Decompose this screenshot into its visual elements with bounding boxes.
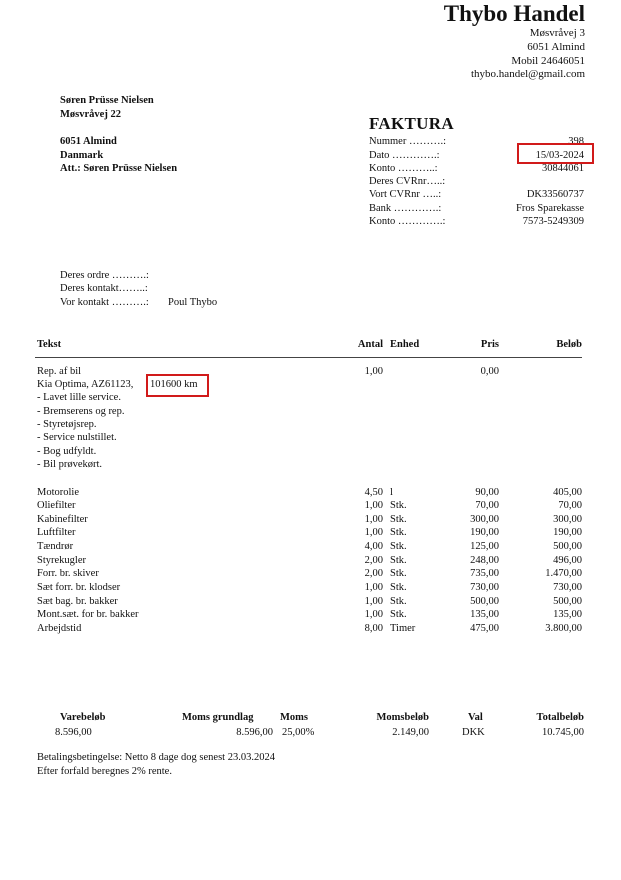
item-pris: 90,00 [475, 487, 499, 498]
col-header-antal: Antal [357, 339, 383, 350]
repair-note: - Bil prøvekørt. [37, 459, 103, 470]
item-belob: 730,00 [553, 582, 582, 593]
totals-val-value: DKK [462, 727, 485, 738]
company-street: Møsvråvej 3 [529, 27, 585, 39]
bank-value: Fros Sparekasse [516, 203, 584, 214]
invoice-number-label: Nummer ……….: [369, 136, 446, 147]
our-contact-value: Poul Thybo [168, 297, 218, 308]
totals-momsbelob-label: Momsbeløb [376, 712, 429, 723]
item-antal: 1,00 [364, 500, 383, 511]
item-pris: 248,00 [470, 555, 499, 566]
item-text: Mont.sæt. for br. bakker [37, 609, 139, 620]
your-contact-label: Deres kontakt……..: [60, 283, 148, 294]
item-antal: 4,50 [364, 487, 383, 498]
item-belob: 405,00 [553, 487, 582, 498]
item-antal: 1,00 [364, 596, 383, 607]
item-pris: 190,00 [470, 527, 499, 538]
col-header-belob: Beløb [556, 339, 582, 350]
mileage-highlight-box [146, 374, 209, 397]
invoice-date-value: 15/03-2024 [535, 150, 584, 161]
item-antal: 2,00 [364, 555, 383, 566]
item-enhed: l [390, 487, 393, 498]
customer-city: 6051 Almind [60, 136, 117, 147]
repair-note: - Service nulstillet. [37, 432, 117, 443]
item-text: Sæt bag. br. bakker [37, 596, 118, 607]
repair-vehicle: Kia Optima, AZ61123, [37, 379, 134, 390]
item-enhed: Stk. [390, 582, 407, 593]
payment-terms: Betalingsbetingelse: Netto 8 dage dog senest 23.03.2024 [37, 752, 275, 763]
totals-moms-value: 25,00% [282, 727, 315, 738]
bank-account-label: Konto ………….: [369, 216, 446, 227]
our-contact-label: Vor kontakt ……….: [60, 297, 149, 308]
item-pris: 735,00 [470, 568, 499, 579]
invoice-account-label: Konto ………..: [369, 163, 438, 174]
item-text: Luftfilter [37, 527, 76, 538]
customer-cvr-label: Deres CVRnr…..: [369, 176, 446, 187]
company-email: thybo.handel@gmail.com [471, 68, 585, 80]
item-text: Motorolie [37, 487, 79, 498]
repair-note: - Lavet lille service. [37, 392, 121, 403]
customer-country: Danmark [60, 150, 104, 161]
repair-antal: 1,00 [364, 366, 383, 377]
item-belob: 300,00 [553, 514, 582, 525]
item-enhed: Stk. [390, 555, 407, 566]
customer-street: Møsvråvej 22 [60, 109, 121, 120]
item-text: Styrekugler [37, 555, 86, 566]
repair-pris: 0,00 [480, 366, 499, 377]
item-enhed: Stk. [390, 596, 407, 607]
item-belob: 70,00 [558, 500, 582, 511]
your-order-label: Deres ordre ……….: [60, 270, 149, 281]
item-text: Forr. br. skiver [37, 568, 99, 579]
item-pris: 730,00 [470, 582, 499, 593]
repair-title: Rep. af bil [37, 366, 82, 377]
totals-moms-grundlag-value: 8.596,00 [236, 727, 273, 738]
item-pris: 300,00 [470, 514, 499, 525]
item-antal: 2,00 [364, 568, 383, 579]
bank-label: Bank ………….: [369, 203, 442, 214]
item-enhed: Timer [390, 623, 416, 634]
totals-val-label: Val [468, 712, 483, 723]
invoice-title: FAKTURA [369, 114, 454, 133]
table-header-divider [35, 357, 582, 358]
totals-totalbelob-label: Totalbeløb [536, 712, 584, 723]
repair-note: - Bog udfyldt. [37, 446, 97, 457]
col-header-enhed: Enhed [390, 339, 420, 350]
company-name: Thybo Handel [443, 1, 585, 26]
totals-varebelob-label: Varebeløb [60, 712, 106, 723]
item-enhed: Stk. [390, 527, 407, 538]
company-phone: Mobil 24646051 [511, 55, 585, 67]
invoice-account-value: 30844061 [542, 163, 584, 174]
customer-att: Att.: Søren Prüsse Nielsen [60, 163, 178, 174]
bank-account-value: 7573-5249309 [522, 216, 584, 227]
customer-name: Søren Prüsse Nielsen [60, 95, 154, 106]
totals-moms-grundlag-label: Moms grundlag [182, 712, 254, 723]
item-pris: 500,00 [470, 596, 499, 607]
our-cvr-value: DK33560737 [526, 189, 584, 200]
item-pris: 135,00 [470, 609, 499, 620]
item-pris: 475,00 [470, 623, 499, 634]
repair-note: - Styretøjsrep. [37, 419, 97, 430]
repair-mileage: 101600 km [150, 379, 198, 390]
item-text: Tændrør [37, 541, 74, 552]
item-enhed: Stk. [390, 541, 407, 552]
item-belob: 3.800,00 [545, 623, 582, 634]
totals-momsbelob-value: 2.149,00 [392, 727, 429, 738]
totals-varebelob-value: 8.596,00 [55, 727, 92, 738]
item-belob: 190,00 [553, 527, 582, 538]
item-belob: 135,00 [553, 609, 582, 620]
item-antal: 1,00 [364, 609, 383, 620]
item-enhed: Stk. [390, 514, 407, 525]
late-interest-note: Efter forfald beregnes 2% rente. [37, 766, 172, 777]
invoice-date-label: Dato ………….: [369, 150, 440, 161]
item-enhed: Stk. [390, 568, 407, 579]
item-text: Kabinefilter [37, 514, 88, 525]
item-belob: 496,00 [553, 555, 582, 566]
item-antal: 1,00 [364, 527, 383, 538]
totals-totalbelob-value: 10.745,00 [542, 727, 584, 738]
item-antal: 8,00 [364, 623, 383, 634]
col-header-pris: Pris [480, 339, 499, 350]
totals-moms-label: Moms [280, 712, 308, 723]
invoice-number-value: 398 [568, 136, 584, 147]
our-cvr-label: Vort CVRnr …..: [369, 189, 442, 200]
item-belob: 1.470,00 [545, 568, 582, 579]
repair-note: - Bremserens og rep. [37, 406, 125, 417]
item-enhed: Stk. [390, 609, 407, 620]
item-enhed: Stk. [390, 500, 407, 511]
item-pris: 125,00 [470, 541, 499, 552]
item-antal: 1,00 [364, 514, 383, 525]
item-text: Oliefilter [37, 500, 76, 511]
item-text: Sæt forr. br. klodser [37, 582, 121, 593]
item-belob: 500,00 [553, 541, 582, 552]
col-header-text: Tekst [37, 339, 62, 350]
item-antal: 4,00 [364, 541, 383, 552]
item-antal: 1,00 [364, 582, 383, 593]
date-highlight-box [517, 143, 594, 164]
company-city: 6051 Almind [527, 41, 585, 53]
item-belob: 500,00 [553, 596, 582, 607]
item-text: Arbejdstid [37, 623, 82, 634]
item-pris: 70,00 [475, 500, 499, 511]
